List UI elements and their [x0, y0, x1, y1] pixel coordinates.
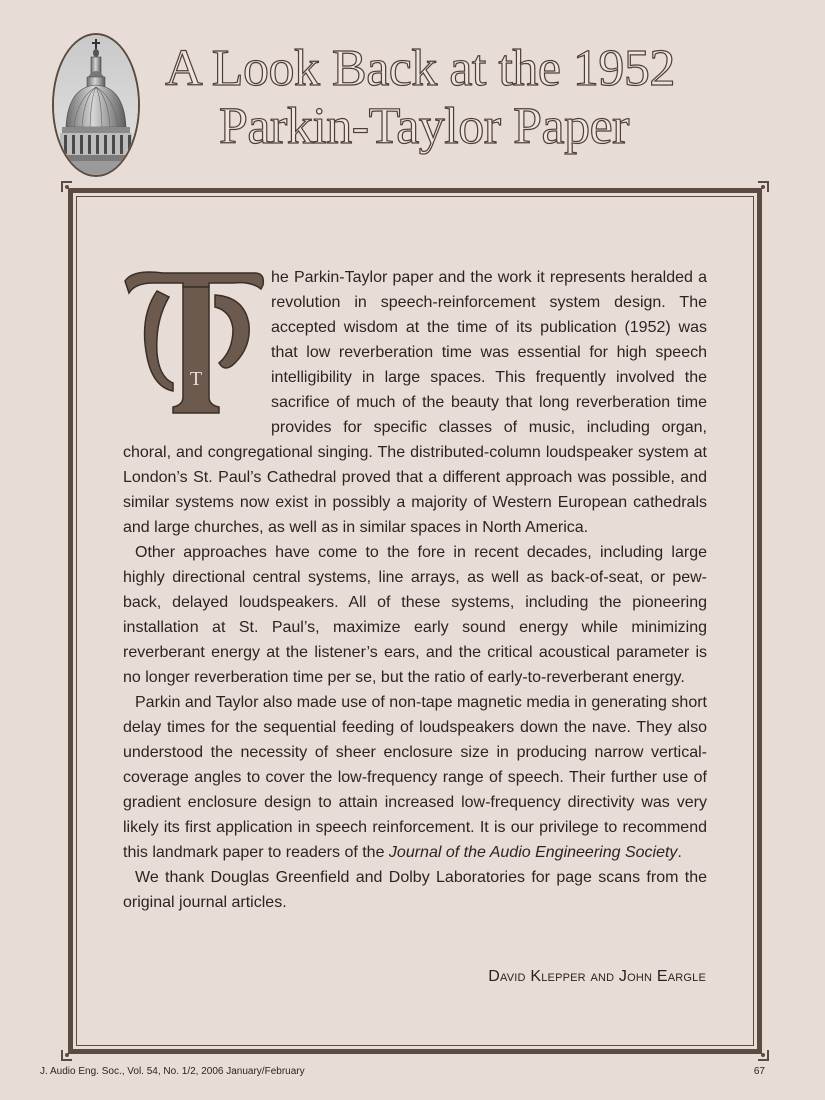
corner-ornament-icon [60, 1048, 74, 1062]
journal-citation: J. Audio Eng. Soc., Vol. 54, No. 1/2, 2006 January/February [40, 1066, 305, 1077]
corner-ornament-icon [756, 180, 770, 194]
drop-cap-ornament [123, 267, 265, 417]
article-body [123, 265, 707, 915]
dome-illustration [54, 35, 138, 175]
paragraph-2: Other approaches have come to the fore in recent decades, including large highly directional central systems, line arrays, as well as back-of-seat, or pew-back, delayed loudspeakers. All of these systems, including the pioneering installation at St. Paul’s, maximize early sound energy while minimizing reverberant energy at the listener’s ears, and the critical acoustical parameter is no longer reverberation time per se, but the ratio of early-to-reverberant energy. [123, 544, 707, 686]
paragraph-4: We thank Douglas Greenfield and Dolby Laboratories for page scans from the original journal articles. [123, 869, 707, 911]
corner-ornament-icon [756, 1048, 770, 1062]
title-line-1: A Look Back at the 1952 [165, 40, 675, 97]
page-number: 67 [753, 1066, 765, 1077]
paragraph-3-text: Parkin and Taylor also made use of non-tape magnetic media in generating short delay times for the sequential feeding of loudspeakers down the nave. They also understood the necessity of sheer enclosure size in producing narrow vertical-coverage angles to cover the low-frequency range of speech. Their further use of gradient enclosure design to attain increased low-frequency directivity was very likely its first application in speech reinforcement. It is our privilege to recommend this landmark paper to readers of the [123, 694, 707, 861]
paragraph-3-end: . [677, 844, 682, 861]
page-title [140, 40, 700, 156]
paragraph-1: he Parkin-Taylor paper and the work it represents heralded a revolution in speech-reinforcement system design. The accepted wisdom at the time of its publication (1952) was that low reverberation time was essential for high speech intelligibility in large spaces. This frequently involved the sacrifice of much of the beauty that long reverberation time provides for specific classes of music, including organ, choral, and congregational singing. The distributed-column loudspeaker system at London’s St. Paul’s Cathedral proved that a different approach was possible, and similar systems now exist in possibly a majority of Western European cathedrals and large churches, as well as in similar spaces in North America. [123, 269, 707, 536]
st-pauls-dome-image [52, 33, 140, 177]
journal-title: Journal of the Audio Engineering Society [388, 844, 678, 861]
corner-ornament-icon [60, 180, 74, 194]
drop-cap-letter: T [189, 368, 203, 390]
paragraph-3 [123, 690, 707, 865]
title-line-2: Parkin-Taylor Paper [219, 98, 629, 155]
author-byline: David Klepper and John Eargle [488, 968, 706, 985]
